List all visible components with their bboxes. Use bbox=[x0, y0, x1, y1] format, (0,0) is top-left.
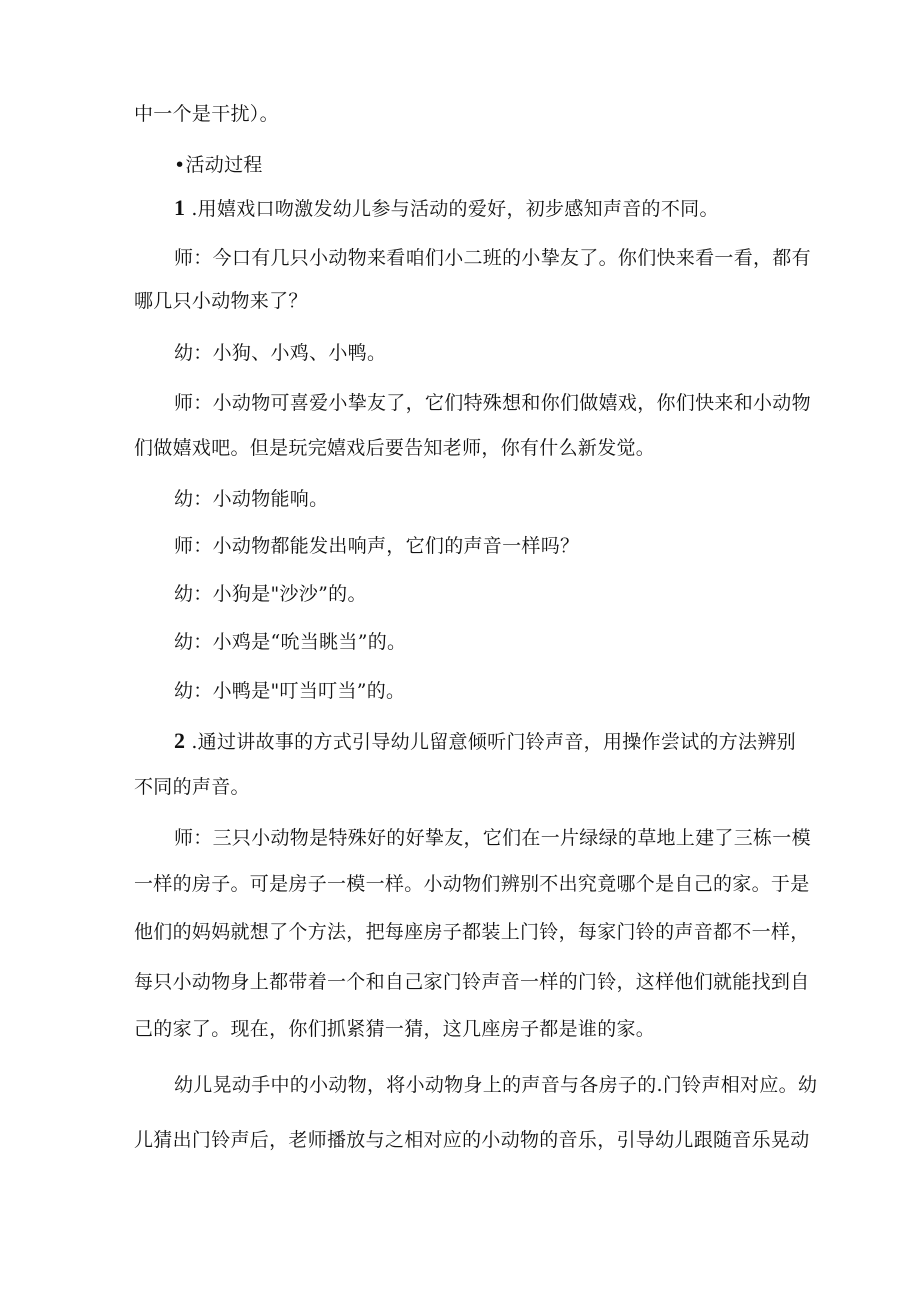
text-line: 师：小动物都能发出响声，它们的声音一样吗？ bbox=[174, 535, 580, 557]
text-line: 幼儿晃动手中的小动物，将小动物身上的声音与各房子的.门铃声相对应。幼 bbox=[174, 1074, 818, 1096]
text-line: 己的家了。现在，你们抓紧猜一猜，这几座房子都是谁的家。 bbox=[134, 1018, 656, 1040]
numbered-item-1 bbox=[174, 196, 719, 221]
text-line: 每只小动物身上都带着一个和自己家门铃声音一样的门铃，这样他们就能找到自 bbox=[134, 971, 810, 993]
text-line: 师：三只小动物是特殊好的好挚友，它们在一片绿绿的草地上建了三栋一模 bbox=[174, 827, 811, 849]
text-line: 中一个是干扰）。 bbox=[134, 103, 279, 125]
numbered-item-2 bbox=[174, 729, 796, 754]
text-line: 师：今口有几只小动物来看咱们小二班的小挚友了。你们快来看一看，都有 bbox=[174, 247, 811, 269]
text-line: 一样的房子。可是房子一模一样。小动物们辨别不出究竟哪个是自己的家。于是 bbox=[134, 873, 810, 895]
item-number: 1 bbox=[174, 195, 186, 220]
text-line: 哪几只小动物来了？ bbox=[134, 290, 308, 312]
item-text: .用嬉戏口吻激发幼儿参与活动的爱好，初步感知声音的不同。 bbox=[191, 198, 719, 220]
text-line: 幼：小动物能响。 bbox=[174, 488, 329, 510]
section-heading: •活动过程 bbox=[174, 154, 263, 176]
text-line: 们做嬉戏吧。但是玩完嬉戏后要告知老师，你有什么新发觉。 bbox=[134, 437, 656, 459]
item-text: .通过讲故事的方式引导幼儿留意倾听门铃声音，用操作尝试的方法辨别 bbox=[191, 731, 796, 753]
text-line: 幼：小鸡是“吮当眺当”的。 bbox=[174, 631, 407, 653]
text-line: 幼：小狗是"沙沙”的。 bbox=[174, 583, 367, 605]
text-line: 幼：小狗、小鸡、小鸭。 bbox=[174, 342, 387, 364]
text-line: 不同的声音。 bbox=[134, 776, 250, 798]
text-line: 幼：小鸭是"叮当叮当”的。 bbox=[174, 680, 406, 702]
item-number: 2 bbox=[174, 728, 186, 753]
text-line: 师：小动物可喜爱小挚友了，它们特殊想和你们做嬉戏，你们快来和小动物 bbox=[174, 392, 811, 414]
text-line: 儿猜出门铃声后，老师播放与之相对应的小动物的音乐，引导幼儿跟随音乐晃动 bbox=[134, 1129, 810, 1151]
text-line: 他们的妈妈就想了个方法，把每座房子都装上门铃，每家门铃的声音都不一样， bbox=[134, 921, 810, 943]
